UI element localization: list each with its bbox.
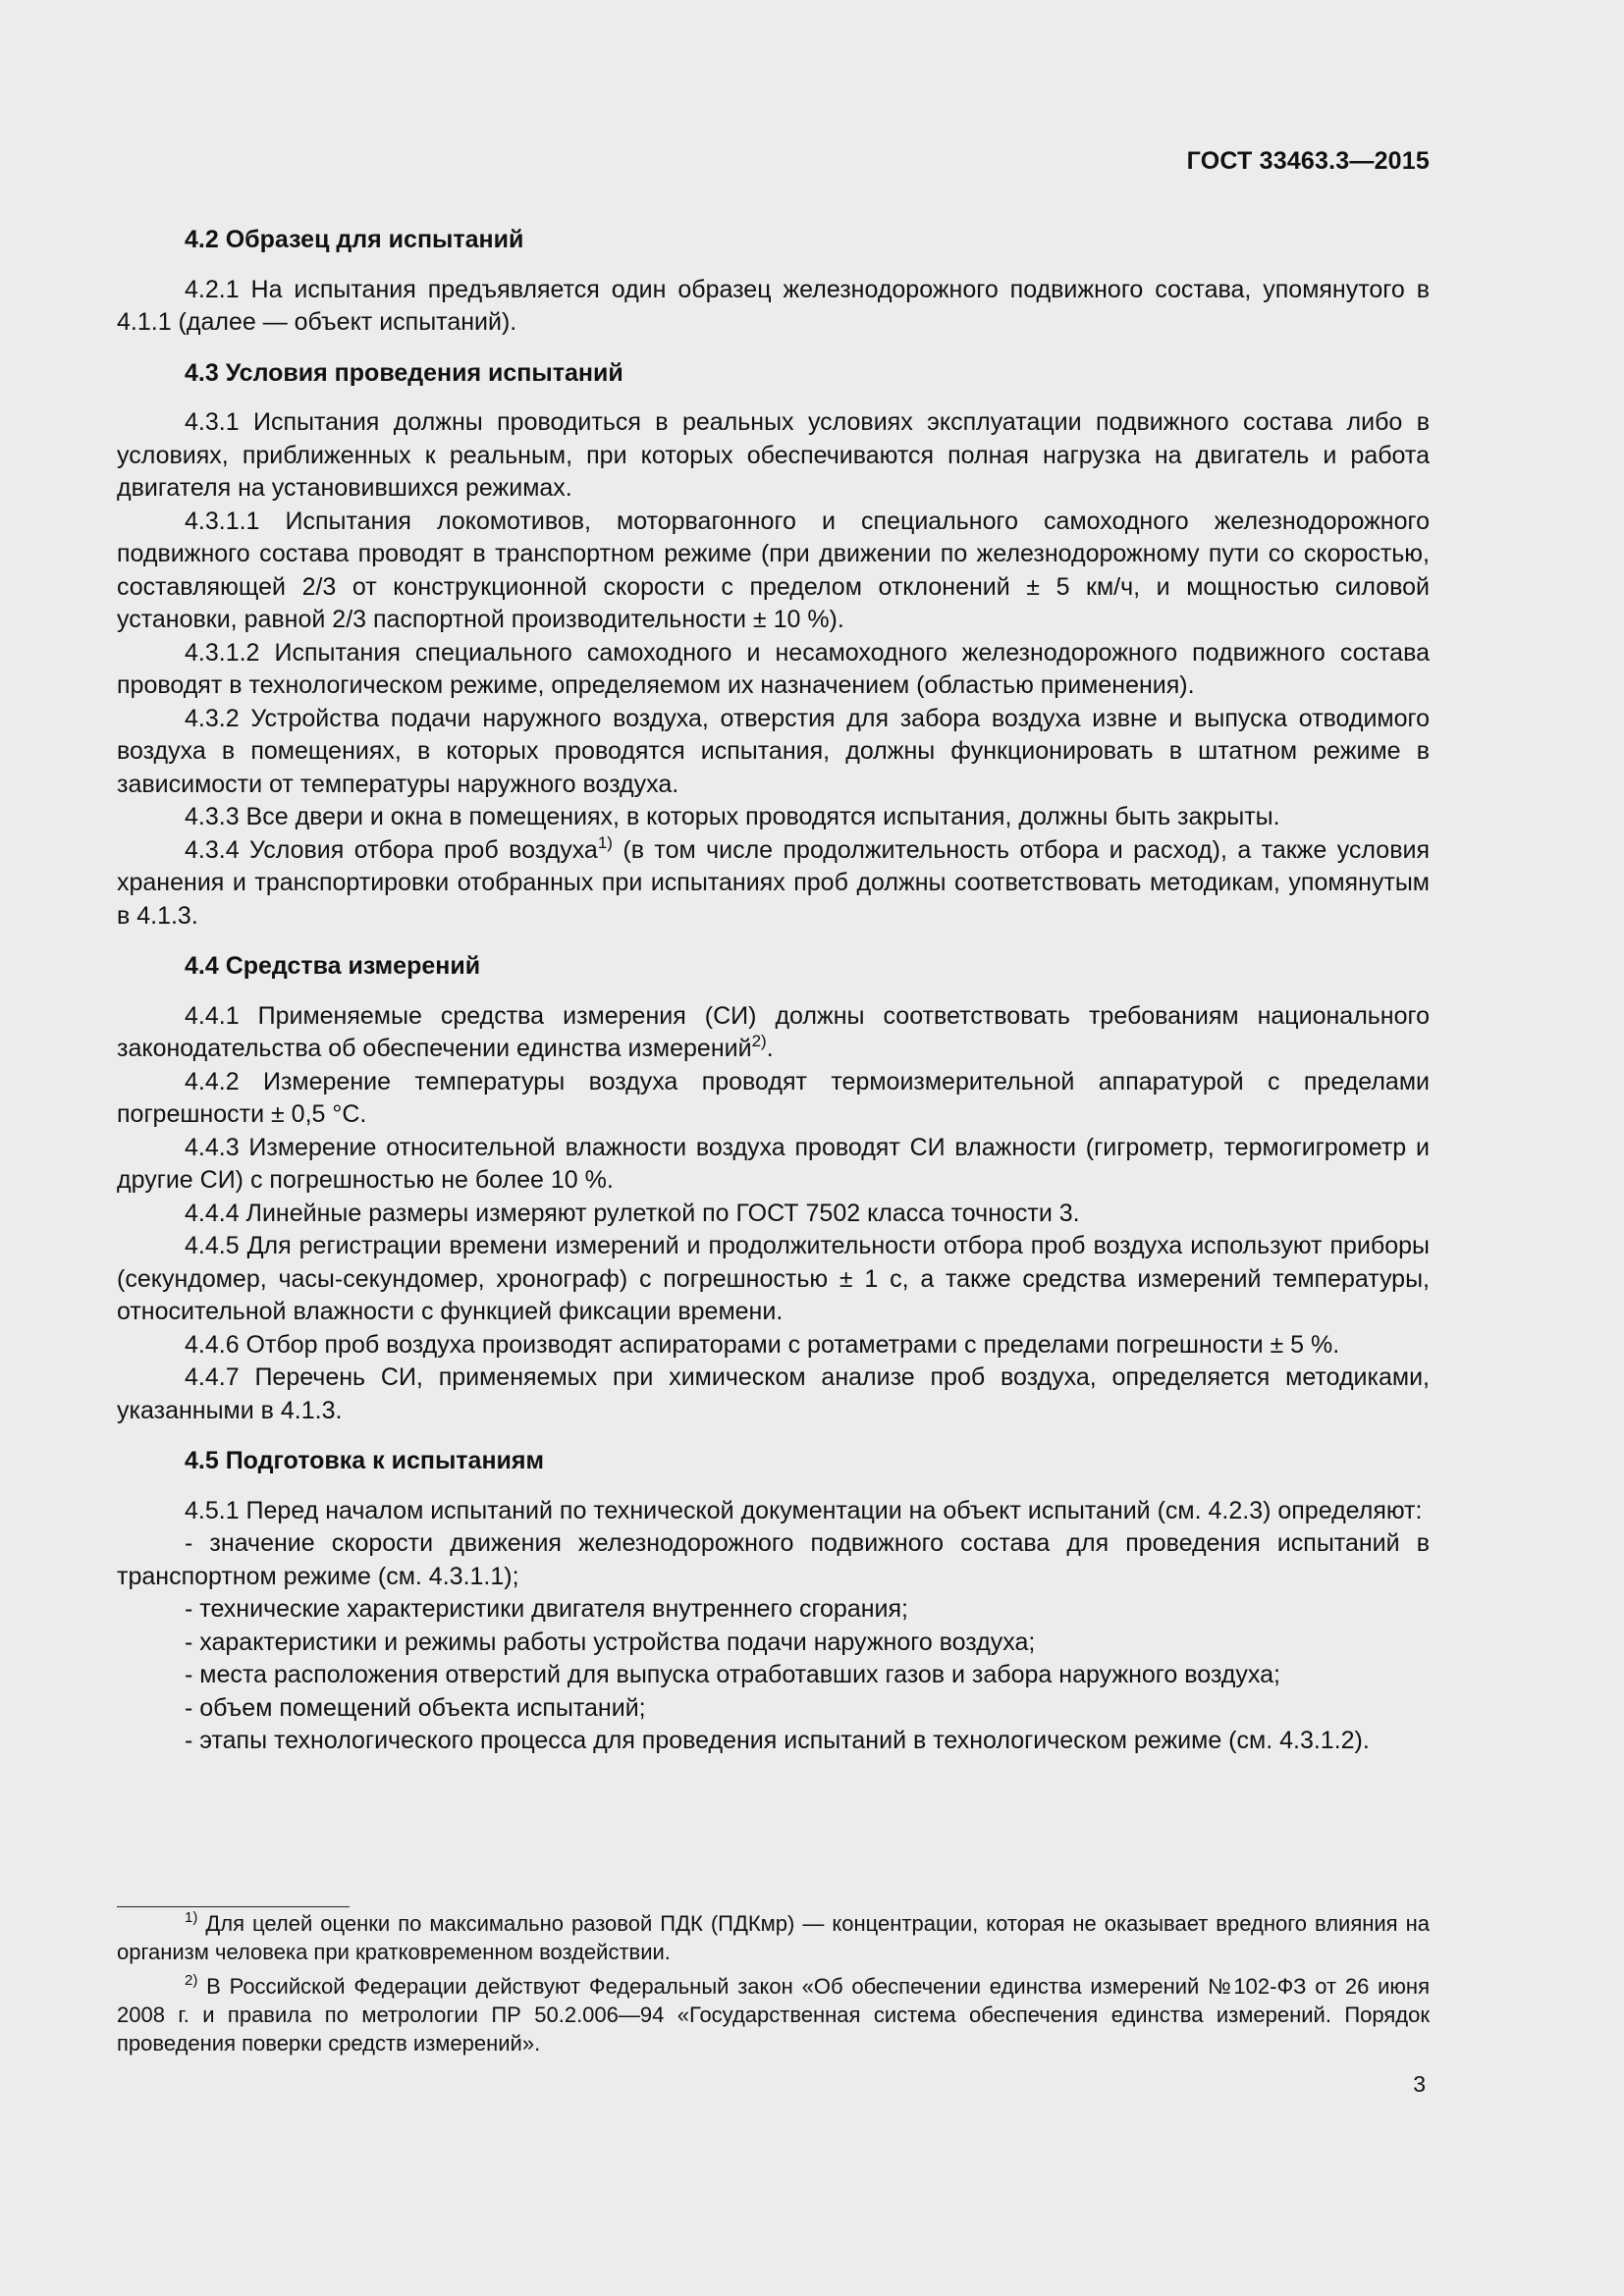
paragraph-4-3-4 bbox=[117, 834, 1430, 934]
paragraph-4-3-1: 4.3.1 Испытания должны проводиться в реальных условиях эксплуатации подвижного состава либо в условиях, приближенных к реальным, при которых обеспечиваются полная нагрузка на двигатель и работа двигателя на установившихся режимах. bbox=[117, 408, 1430, 502]
section-heading-4-4: 4.4 Средства измерений bbox=[185, 952, 481, 980]
paragraph-4-4-6: 4.4.6 Отбор проб воздуха производят аспираторами с ротаметрами с пределами погрешности ± 5 %. bbox=[185, 1330, 1340, 1359]
list-item: - характеристики и режимы работы устройства подачи наружного воздуха; bbox=[185, 1628, 1036, 1656]
footnote-mark: 1) bbox=[185, 1909, 198, 1926]
paragraph-4-4-5: 4.4.5 Для регистрации времени измерений и продолжительности отбора проб воздуха используют приборы (секундомер, часы-секундомер, хронограф) с погрешностью ± 1 с, а также средства измерений температуры, относительной влажности с функцией фиксации времени. bbox=[117, 1232, 1430, 1325]
list-item: - этапы технологического процесса для проведения испытаний в технологическом режиме (см. 4.3.1.2). bbox=[185, 1727, 1370, 1754]
page-number: 3 bbox=[1413, 2071, 1426, 2097]
section-heading-4-5: 4.5 Подготовка к испытаниям bbox=[185, 1447, 545, 1474]
paragraph-4-4-4: 4.4.4 Линейные размеры измеряют рулеткой по ГОСТ 7502 класса точности 3. bbox=[185, 1199, 1080, 1227]
list-item: - значение скорости движения железнодорожного подвижного состава для проведения испытаний в транспортном режиме (см. 4.3.1.1); bbox=[117, 1529, 1430, 1590]
paragraph-4-3-2: 4.3.2 Устройства подачи наружного воздуха, отверстия для забора воздуха извне и выпуска отводимого воздуха в помещениях, в которых проводятся испытания, должны функционировать в штатном режиме в зависимости от температуры наружного воздуха. bbox=[117, 704, 1430, 798]
footnote-text: Для целей оценки по максимально разовой ПДК (ПДКмр) — концентрации, которая не оказывает вредного влияния на организм человека при кратковременном воздействии. bbox=[117, 1911, 1430, 1964]
paragraph-4-2-1: 4.2.1 На испытания предъявляется один образец железнодорожного подвижного состава, упомянутого в 4.1.1 (далее — объект испытаний). bbox=[117, 275, 1430, 336]
section-heading-4-2: 4.2 Образец для испытаний bbox=[185, 226, 524, 253]
list-item: - технические характеристики двигателя внутреннего сгорания; bbox=[185, 1595, 908, 1623]
paragraph-4-4-3: 4.4.3 Измерение относительной влажности воздуха проводят СИ влажности (гигрометр, термогигрометр и другие СИ) с погрешностью не более 10 %. bbox=[117, 1133, 1430, 1194]
footnote-1 bbox=[117, 1909, 1430, 1966]
paragraph-4-5-1: 4.5.1 Перед началом испытаний по технической документации на объект испытаний (см. 4.2.3) определяют: bbox=[185, 1496, 1423, 1524]
paragraph-4-4-7: 4.4.7 Перечень СИ, применяемых при химическом анализе проб воздуха, определяется методиками, указанными в 4.1.3. bbox=[117, 1363, 1430, 1424]
footnote-ref-2: 2) bbox=[751, 1032, 767, 1050]
paragraph-4-3-1-2: 4.3.1.2 Испытания специального самоходного и несамоходного железнодорожного подвижного состава проводят в технологическом режиме, определяемом их назначением (областью применения). bbox=[117, 638, 1430, 699]
footnote-ref-1: 1) bbox=[597, 832, 613, 852]
list-item: - места расположения отверстий для выпуска отработавших газов и забора наружного воздуха; bbox=[185, 1661, 1280, 1688]
document-code: ГОСТ 33463.3—2015 bbox=[1186, 147, 1430, 175]
footnote-text: В Российской Федерации действуют Федеральный закон «Об обеспечении единства измерений №102-ФЗ от 26 июня 2008 г. и правила по метрологии ПР 50.2.006—94 «Государственная система обеспечения единства измерений. Порядок проведения поверки средств измерений». bbox=[117, 1974, 1430, 2056]
paragraph-4-3-3: 4.3.3 Все двери и окна в помещениях, в которых проводятся испытания, должны быть закрыты. bbox=[185, 803, 1280, 830]
footnote-2 bbox=[117, 1972, 1430, 2057]
paragraph-text: . bbox=[766, 1035, 774, 1062]
paragraph-text: 4.4.1 Применяемые средства измерения (СИ) должны соответствовать требованиям национального законодательства об обеспечении единства измерений bbox=[117, 1001, 1430, 1062]
paragraph-text: (в том числе продолжительность отбора и расход), а также условия хранения и транспортировки отобранных при испытаниях проб должны соответствовать методикам, упомянутым в 4.1.3. bbox=[117, 835, 1430, 930]
paragraph-text: 4.3.4 Условия отбора проб воздуха bbox=[185, 835, 598, 864]
paragraph-4-4-2: 4.4.2 Измерение температуры воздуха проводят термоизмерительной аппаратурой с пределами погрешности ± 0,5 °С. bbox=[117, 1067, 1430, 1128]
document-body bbox=[117, 222, 1430, 1758]
footnote-mark: 2) bbox=[185, 1972, 198, 1989]
list-item: - объем помещений объекта испытаний; bbox=[185, 1693, 646, 1722]
paragraph-4-3-1-1: 4.3.1.1 Испытания локомотивов, моторвагонного и специального самоходного железнодорожного подвижного состава проводят в транспортном режиме (при движении по железнодорожному пути со скоростью, составляющей 2/3 от конструкционной скорости с пределом отклонений ± 5 км/ч, и мощностью силовой установки, равной 2/3 паспортной производительности ± 10 %). bbox=[117, 507, 1430, 633]
section-heading-4-3: 4.3 Условия проведения испытаний bbox=[185, 358, 623, 387]
footnotes bbox=[117, 1909, 1430, 2063]
paragraph-4-4-1 bbox=[117, 1000, 1430, 1066]
footnote-separator bbox=[117, 1906, 350, 1907]
